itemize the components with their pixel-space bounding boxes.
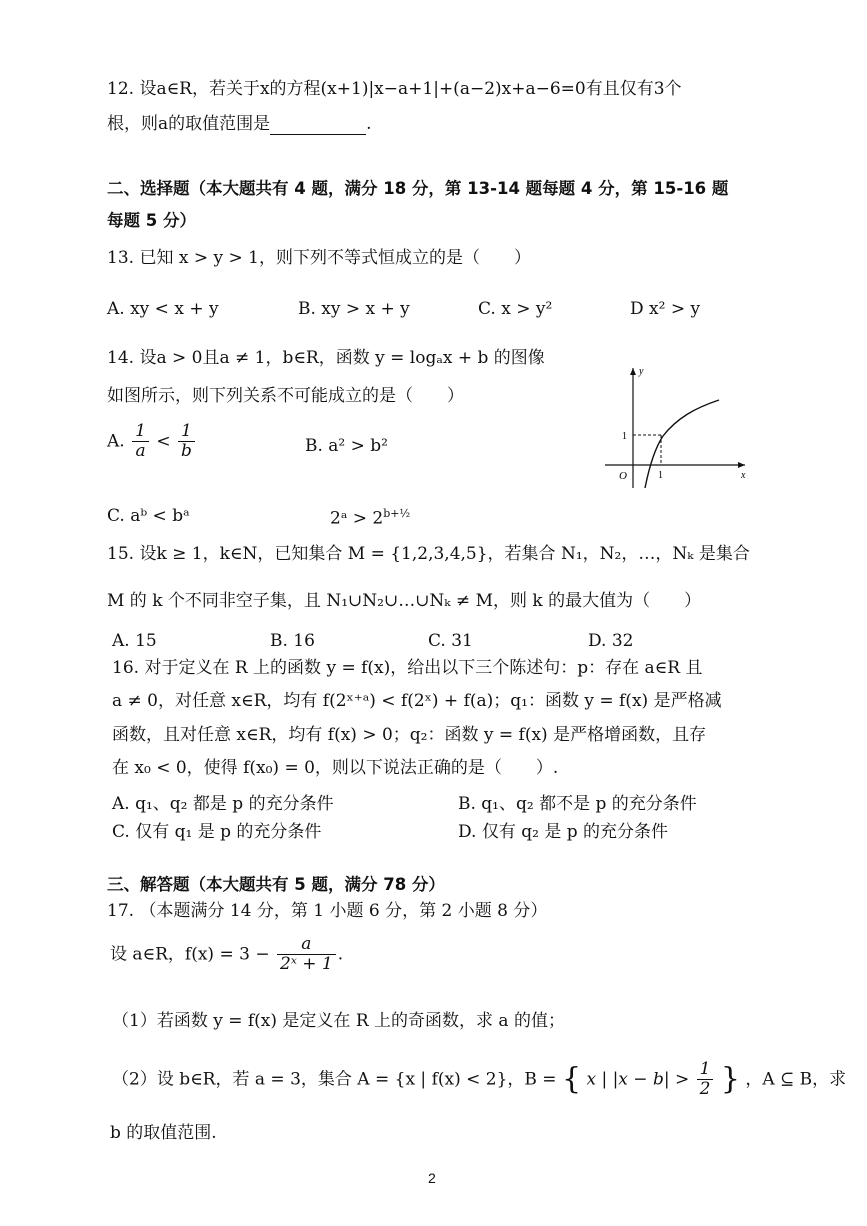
left-brace: { — [561, 1061, 582, 1097]
fraction-one-half — [697, 1060, 714, 1099]
y-tick-label: 1 — [622, 431, 627, 442]
q15-option-a: A. 15 — [112, 631, 157, 651]
q12-line2 — [107, 113, 372, 135]
q15-option-c: C. 31 — [428, 631, 473, 651]
q14-option-a-label: A. — [107, 431, 125, 452]
q16-option-c: C. 仅有 q₁ 是 p 的充分条件 — [112, 822, 322, 842]
q15-option-b: B. 16 — [270, 631, 315, 651]
q13-stem: 13. 已知 x > y > 1，则下列不等式恒成立的是（ ） — [107, 248, 531, 268]
q14-option-d — [330, 503, 410, 530]
q15-option-d: D. 32 — [588, 631, 634, 651]
q14-option-c: C. aᵇ < bᵃ — [107, 506, 190, 526]
denominator: a — [135, 441, 146, 461]
q17-part2-line1 — [112, 1060, 846, 1099]
q16-line2: a ≠ 0，对任意 x∈R，均有 f(2ˣ⁺ᵃ) < f(2ˣ) + f(a)；q₁：函数 y = f(x) 是严格减 — [112, 691, 722, 711]
q12-line2-text: 根，则a的取值范围是 — [107, 114, 271, 134]
q12-line1: 12. 设a∈R，若关于x的方程(x+1)|x−a+1|+(a−2)x+a−6=0有且仅有3个 — [107, 79, 682, 99]
right-brace: } — [720, 1061, 740, 1097]
q14-line1: 14. 设a > 0且a ≠ 1，b∈R，函数 y = logₐx + b 的图像 — [107, 348, 545, 368]
q14-line2: 如图所示，则下列关系不可能成立的是（ ） — [107, 386, 464, 406]
denominator: b — [180, 441, 192, 461]
function-curve — [645, 400, 719, 488]
numerator: 1 — [697, 1060, 714, 1080]
page-number: 2 — [428, 1170, 436, 1186]
q17-head: 17. （本题满分 14 分，第 1 小题 6 分，第 2 小题 8 分） — [107, 901, 548, 921]
numerator: 1 — [178, 422, 195, 442]
q16-option-d: D. 仅有 q₂ 是 p 的充分条件 — [458, 822, 669, 842]
fraction-1-over-a — [132, 422, 149, 461]
q14-option-d-exponent: b+½ — [383, 507, 411, 520]
q17-part2-line2: b 的取值范围. — [110, 1123, 217, 1143]
section3-header: 三、解答题（本大题共有 5 题，满分 78 分） — [107, 875, 445, 894]
origin-label: O — [619, 470, 627, 482]
q14-option-d-base: 2ᵃ > 2 — [330, 508, 384, 529]
q13-option-d: D x² > y — [630, 299, 701, 319]
q16-line4: 在 x₀ < 0，使得 f(x₀) = 0，则以下说法正确的是（ ）. — [112, 758, 559, 778]
numerator: 1 — [132, 422, 149, 442]
q12-line2-end: . — [366, 114, 372, 134]
denominator: 2ˣ + 1 — [280, 954, 333, 974]
x-axis-label: x — [741, 470, 746, 481]
q15-line2: M 的 k 个不同非空子集，且 N₁∪N₂∪…∪Nₖ ≠ M，则 k 的最大值为（ ） — [107, 591, 702, 611]
q17-part1: （1）若函数 y = f(x) 是定义在 R 上的奇函数，求 a 的值； — [112, 1011, 565, 1031]
section2-header-line1: 二、选择题（本大题共有 4 题，满分 18 分，第 13-14 题每题 4 分，第 15-16 题 — [107, 179, 729, 198]
q17-part2-text: （2）设 b∈R，若 a = 3，集合 A = {x | f(x) < 2}，B = — [112, 1069, 557, 1090]
x-axis-arrow-icon — [738, 462, 745, 468]
q14-option-b: B. a² > b² — [305, 436, 388, 456]
q13-option-c: C. x > y² — [478, 299, 553, 319]
q16-option-a: A. q₁、q₂ 都是 p 的充分条件 — [112, 794, 334, 814]
fraction-1-over-b — [178, 422, 195, 461]
answer-blank — [270, 116, 366, 135]
y-axis-label: y — [639, 366, 644, 377]
q17-definition-text: 设 a∈R，f(x) = 3 − — [110, 944, 270, 965]
q16-option-b: B. q₁、q₂ 都不是 p 的充分条件 — [458, 794, 697, 814]
q13-option-a: A. xy < x + y — [107, 299, 219, 319]
section2-header-line2: 每题 5 分） — [107, 211, 196, 230]
q17-definition — [110, 935, 343, 974]
q17-definition-end: . — [337, 944, 344, 965]
set-b-condition: x | |x − b| > — [586, 1069, 690, 1090]
q17-part2-end: ，A ⊆ B，求 — [745, 1069, 847, 1090]
y-axis-arrow-icon — [630, 368, 636, 375]
q13-option-b: B. xy > x + y — [298, 299, 410, 319]
q16-line3: 函数，且对任意 x∈R，均有 f(x) > 0；q₂：函数 y = f(x) 是严格增函数，且存 — [112, 725, 707, 745]
numerator: a — [277, 935, 336, 955]
x-tick-label: 1 — [658, 470, 663, 481]
less-than-sign: < — [156, 431, 171, 452]
log-function-graph — [595, 360, 755, 490]
q15-line1: 15. 设k ≥ 1，k∈N，已知集合 M = {1,2,3,4,5}，若集合 N₁，N₂，…，Nₖ 是集合 — [107, 544, 750, 564]
q14-option-a — [107, 422, 197, 461]
fraction-a-over-2x-plus-1 — [277, 935, 336, 974]
q16-line1: 16. 对于定义在 R 上的函数 y = f(x)，给出以下三个陈述句：p：存在 a∈R 且 — [112, 658, 703, 678]
denominator: 2 — [699, 1079, 711, 1099]
